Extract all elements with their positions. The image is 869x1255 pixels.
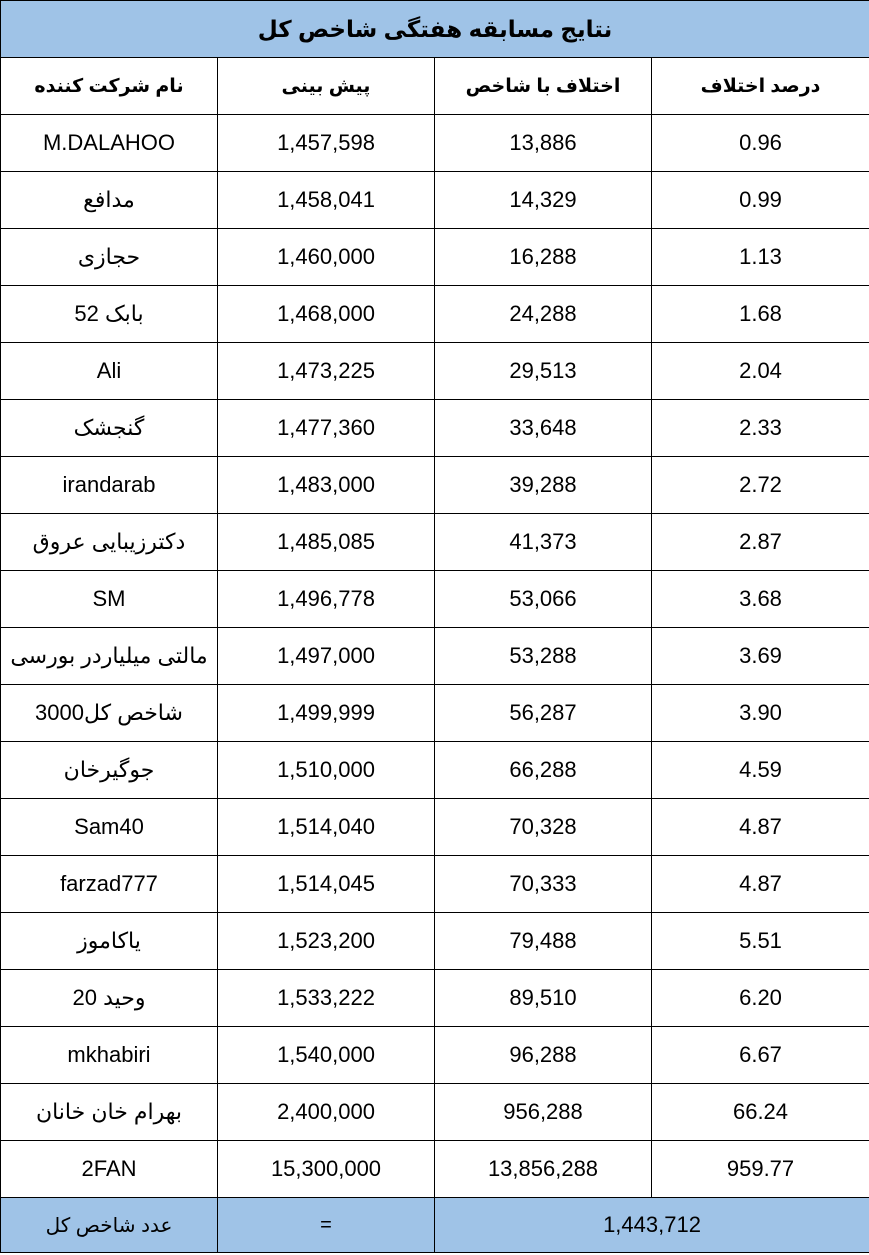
cell-name: حجازی — [1, 229, 218, 286]
cell-prediction: 1,540,000 — [218, 1027, 435, 1084]
table-row — [1, 970, 869, 1027]
cell-prediction: 1,510,000 — [218, 742, 435, 799]
cell-name: mkhabiri — [1, 1027, 218, 1084]
cell-percent: 4.59 — [652, 742, 869, 799]
cell-name: farzad777 — [1, 856, 218, 913]
cell-percent: 0.99 — [652, 172, 869, 229]
cell-name: دکترزیبایی عروق — [1, 514, 218, 571]
footer-index-value: 1,443,712 — [435, 1198, 869, 1253]
cell-name: بابک 52 — [1, 286, 218, 343]
cell-percent: 5.51 — [652, 913, 869, 970]
header-name: نام شرکت کننده — [1, 58, 218, 115]
cell-difference: 66,288 — [435, 742, 652, 799]
cell-name: Ali — [1, 343, 218, 400]
cell-percent: 3.68 — [652, 571, 869, 628]
cell-name: irandarab — [1, 457, 218, 514]
footer-equals: = — [218, 1198, 435, 1253]
cell-name: جوگیرخان — [1, 742, 218, 799]
cell-percent: 2.33 — [652, 400, 869, 457]
cell-difference: 14,329 — [435, 172, 652, 229]
cell-percent: 6.20 — [652, 970, 869, 1027]
cell-name: گنجشک — [1, 400, 218, 457]
cell-name: M.DALAHOO — [1, 115, 218, 172]
cell-prediction: 1,458,041 — [218, 172, 435, 229]
cell-name: مدافع — [1, 172, 218, 229]
cell-name: شاخص کل3000 — [1, 685, 218, 742]
table-row — [1, 742, 869, 799]
cell-difference: 70,328 — [435, 799, 652, 856]
cell-prediction: 1,514,040 — [218, 799, 435, 856]
cell-prediction: 1,485,085 — [218, 514, 435, 571]
table-title: نتایج مسابقه هفتگی شاخص کل — [1, 1, 869, 58]
cell-prediction: 15,300,000 — [218, 1141, 435, 1198]
cell-difference: 16,288 — [435, 229, 652, 286]
table-row — [1, 799, 869, 856]
table-row — [1, 1027, 869, 1084]
cell-difference: 89,510 — [435, 970, 652, 1027]
footer-label: عدد شاخص کل — [1, 1198, 218, 1253]
table-row — [1, 343, 869, 400]
cell-percent: 4.87 — [652, 799, 869, 856]
cell-prediction: 1,523,200 — [218, 913, 435, 970]
cell-prediction: 1,460,000 — [218, 229, 435, 286]
cell-percent: 3.69 — [652, 628, 869, 685]
cell-prediction: 1,468,000 — [218, 286, 435, 343]
cell-difference: 33,648 — [435, 400, 652, 457]
table-row — [1, 1141, 869, 1198]
cell-prediction: 1,533,222 — [218, 970, 435, 1027]
table-row — [1, 628, 869, 685]
cell-percent: 0.96 — [652, 115, 869, 172]
cell-prediction: 1,483,000 — [218, 457, 435, 514]
cell-name: 2FAN — [1, 1141, 218, 1198]
cell-difference: 53,066 — [435, 571, 652, 628]
cell-percent: 3.90 — [652, 685, 869, 742]
footer-row — [1, 1198, 869, 1253]
cell-difference: 39,288 — [435, 457, 652, 514]
cell-difference: 53,288 — [435, 628, 652, 685]
cell-name: بهرام خان خانان — [1, 1084, 218, 1141]
cell-prediction: 2,400,000 — [218, 1084, 435, 1141]
cell-percent: 4.87 — [652, 856, 869, 913]
table-row — [1, 115, 869, 172]
table-row — [1, 514, 869, 571]
cell-name: SM — [1, 571, 218, 628]
cell-prediction: 1,477,360 — [218, 400, 435, 457]
cell-prediction: 1,496,778 — [218, 571, 435, 628]
header-percent: درصد اختلاف — [652, 58, 869, 115]
cell-prediction: 1,497,000 — [218, 628, 435, 685]
cell-percent: 2.87 — [652, 514, 869, 571]
title-row — [1, 1, 869, 58]
cell-percent: 959.77 — [652, 1141, 869, 1198]
cell-difference: 96,288 — [435, 1027, 652, 1084]
table-row — [1, 229, 869, 286]
table-row — [1, 685, 869, 742]
cell-prediction: 1,473,225 — [218, 343, 435, 400]
cell-difference: 13,856,288 — [435, 1141, 652, 1198]
header-difference: اختلاف با شاخص — [435, 58, 652, 115]
cell-difference: 79,488 — [435, 913, 652, 970]
cell-percent: 2.72 — [652, 457, 869, 514]
cell-percent: 1.13 — [652, 229, 869, 286]
header-prediction: پیش بینی — [218, 58, 435, 115]
table-row — [1, 856, 869, 913]
cell-name: وحید 20 — [1, 970, 218, 1027]
table-row — [1, 571, 869, 628]
cell-name: یاکاموز — [1, 913, 218, 970]
cell-prediction: 1,499,999 — [218, 685, 435, 742]
table-row — [1, 457, 869, 514]
table-row — [1, 913, 869, 970]
cell-percent: 1.68 — [652, 286, 869, 343]
cell-name: Sam40 — [1, 799, 218, 856]
cell-percent: 6.67 — [652, 1027, 869, 1084]
cell-difference: 956,288 — [435, 1084, 652, 1141]
header-row — [1, 58, 869, 115]
cell-name: مالتی میلیاردر بورسی — [1, 628, 218, 685]
cell-difference: 29,513 — [435, 343, 652, 400]
table-row — [1, 286, 869, 343]
cell-difference: 70,333 — [435, 856, 652, 913]
cell-difference: 41,373 — [435, 514, 652, 571]
table-row — [1, 172, 869, 229]
cell-difference: 24,288 — [435, 286, 652, 343]
cell-difference: 13,886 — [435, 115, 652, 172]
cell-prediction: 1,514,045 — [218, 856, 435, 913]
cell-difference: 56,287 — [435, 685, 652, 742]
table-row — [1, 1084, 869, 1141]
cell-prediction: 1,457,598 — [218, 115, 435, 172]
cell-percent: 2.04 — [652, 343, 869, 400]
table-row — [1, 400, 869, 457]
cell-percent: 66.24 — [652, 1084, 869, 1141]
